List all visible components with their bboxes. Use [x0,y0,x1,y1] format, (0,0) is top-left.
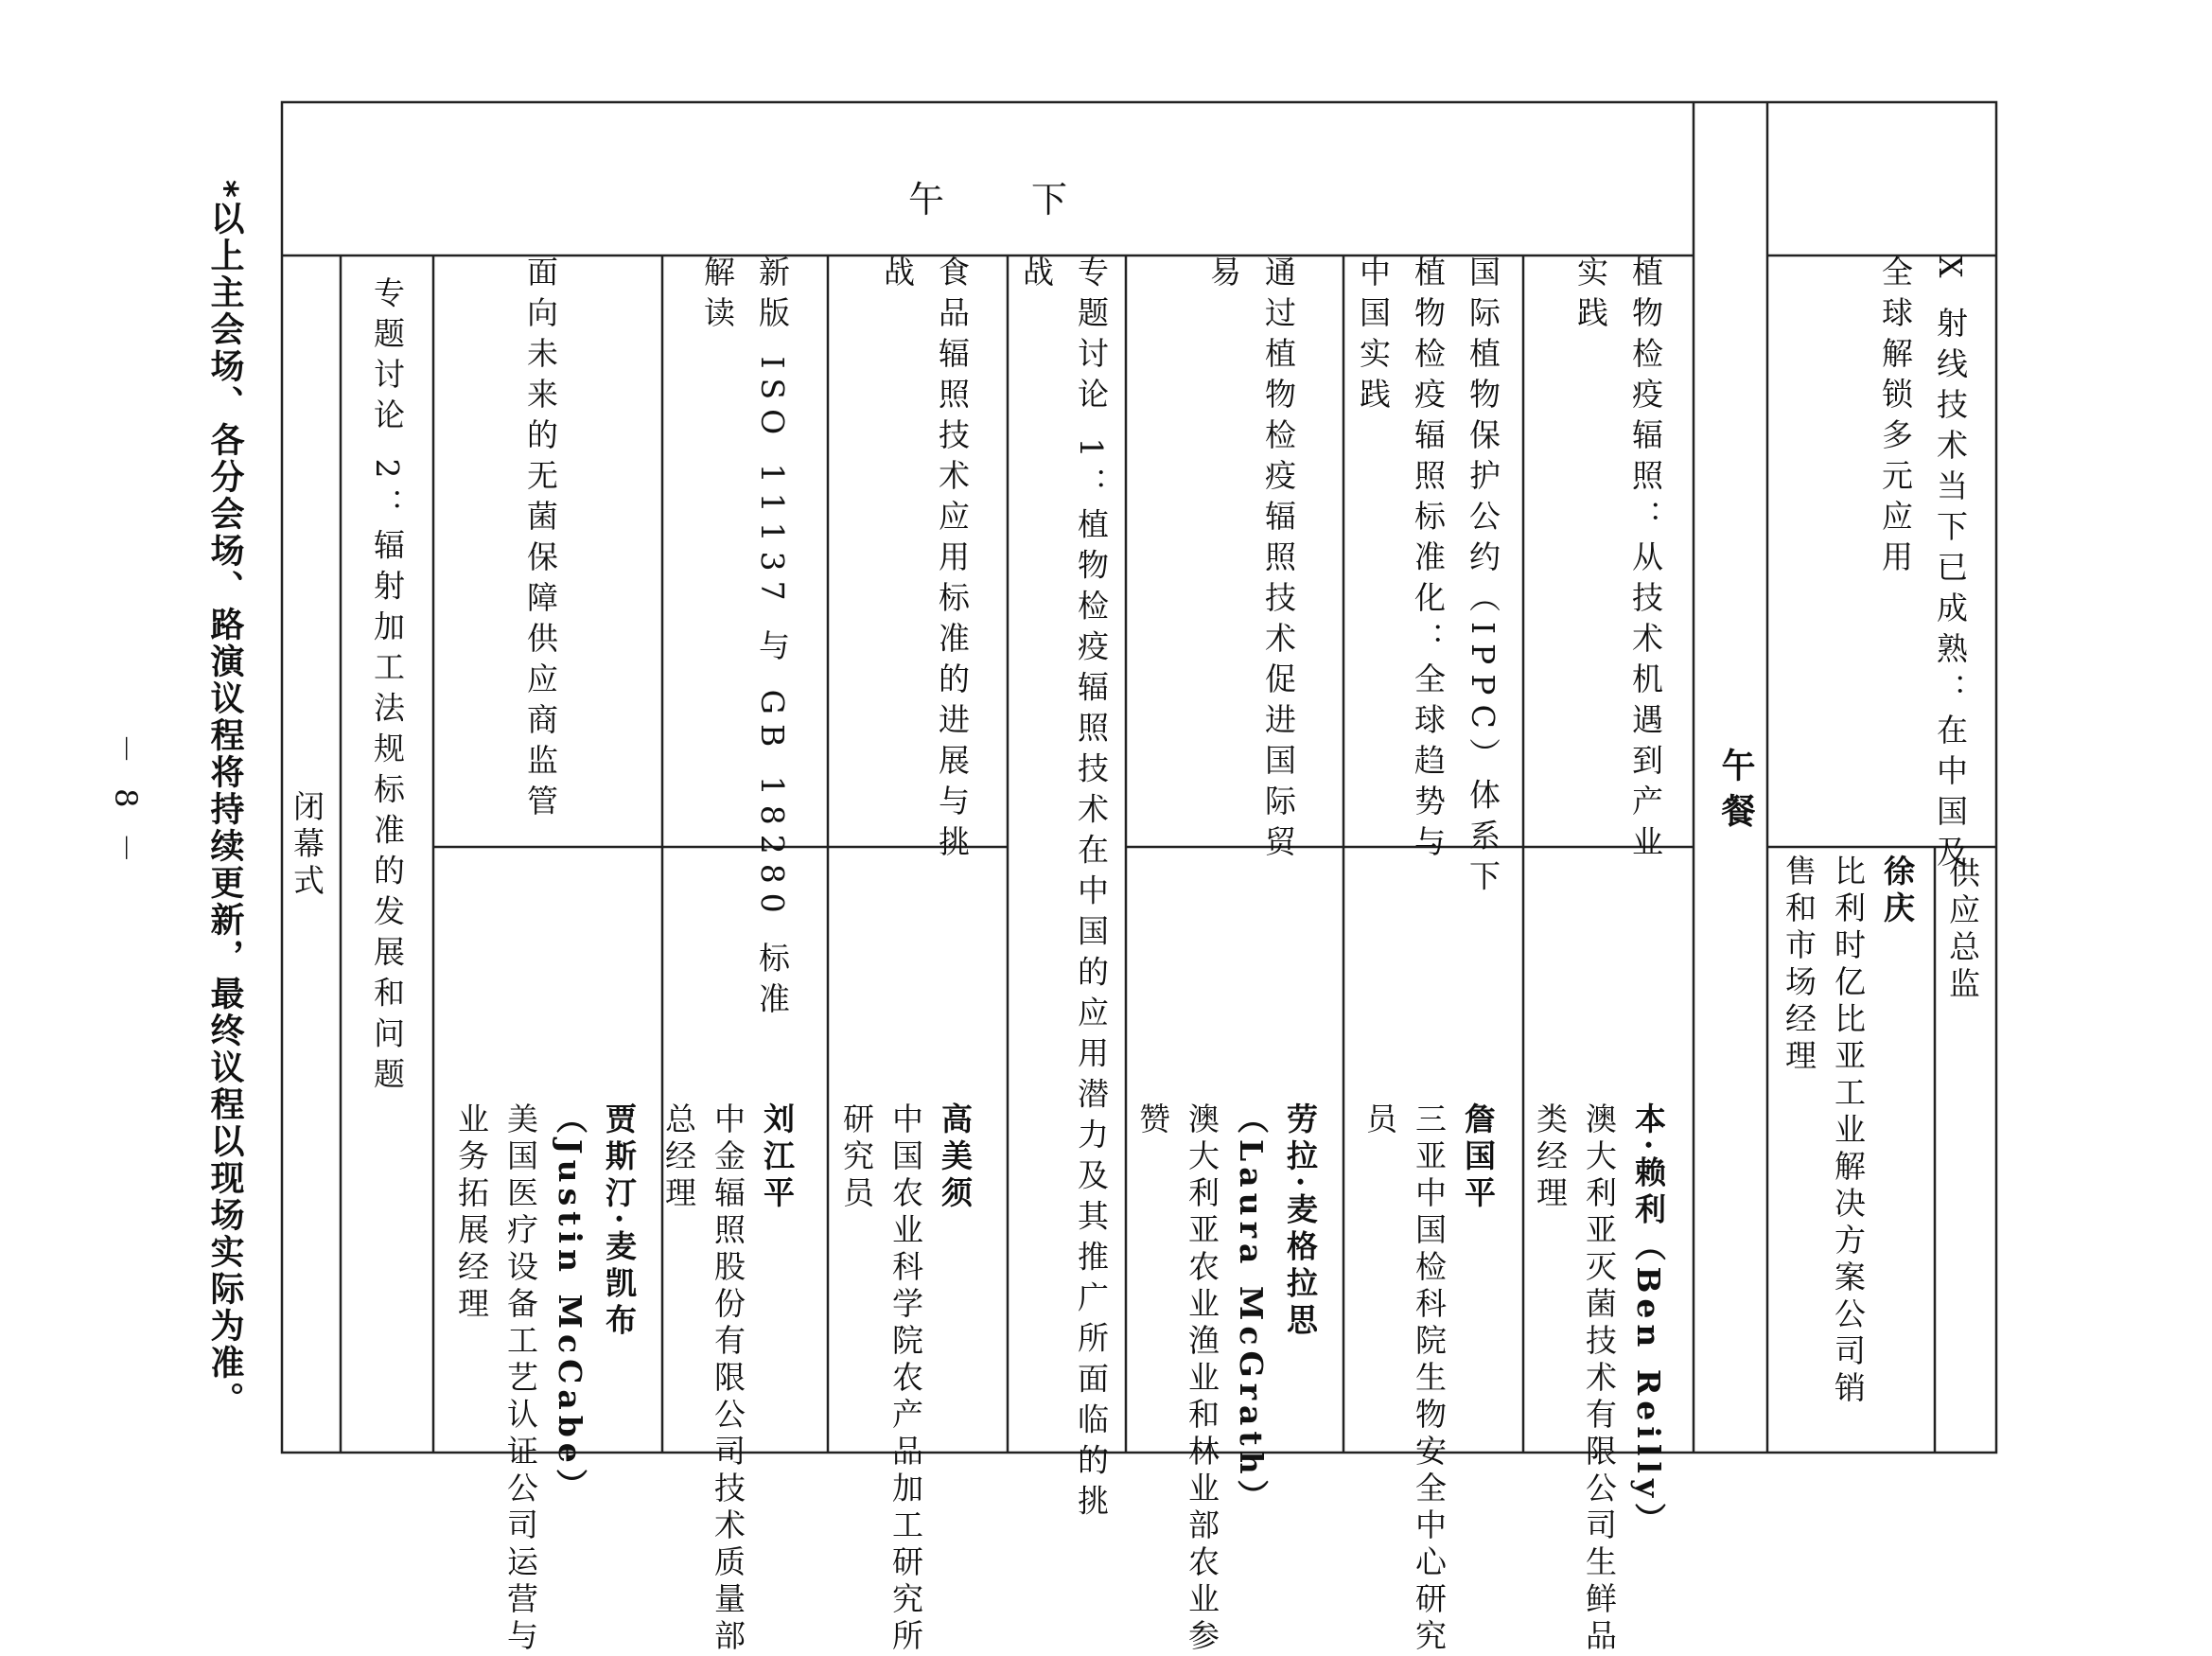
speaker-affiliation: 售和市场经理 [1781,854,1817,1076]
agenda-row-mccabe [433,255,662,1656]
speaker-name: 詹国平 [1460,1102,1497,1213]
topic-line: X 射线技术当下已成熟：在中国及 [1932,255,1969,876]
speaker-block [1525,1102,1673,1656]
topic-line: 新版 ISO 11137 与 GB 18280 标准 [754,255,791,1024]
topic-line: 通过植物检疫辐照技术促进国际贸 [1260,255,1297,866]
speaker-affiliation: 业务拓展经理 [453,1102,490,1324]
speaker-name: 劳拉·麦格拉思 [1282,1102,1319,1341]
page-number: － 8 － [108,733,144,871]
lunch-label: 午餐 [1716,748,1756,838]
agenda-row-panel-2 [341,255,433,1453]
speaker-affiliation: 比利时亿比亚工业解决方案公司销 [1830,854,1867,1408]
topic-line: 全球解锁多元应用 [1877,255,1914,581]
speaker-name: 高美须 [937,1102,974,1213]
speaker-block [1774,854,1922,1408]
topic-line: 战 [1018,255,1055,296]
speaker-affiliation: 三亚中国检科院生物安全中心研究 [1411,1102,1448,1656]
agenda-row-mcgrath [1126,255,1343,1656]
agenda-row-gao [828,255,1008,1656]
agenda-row-zhan [1343,255,1523,1656]
speaker-block [654,1102,801,1656]
topic-reilly [1563,255,1673,1074]
agenda-row-liu [660,255,828,1656]
speaker-affiliation: 澳大利亚农业渔业和林业部农业参 [1184,1102,1220,1656]
topic-line: 食品辐照技术应用标准的进展与挑 [934,255,971,866]
topic-gao [869,255,979,1074]
speaker-name: 贾斯汀·麦凯布 [601,1102,638,1341]
speaker-affiliation: 澳大利亚灭菌技术有限公司生鲜品 [1581,1102,1618,1656]
speaker-block [447,1102,643,1656]
panel-topic: 专题讨论 2：辐射加工法规标准的发展和问题 [369,276,406,1099]
speaker-affiliation: 总经理 [660,1102,697,1213]
speaker-affiliation: 赞 [1134,1102,1171,1139]
agenda-row-reilly [1523,255,1694,1656]
topic-line: 面向未来的无菌保障供应商监管 [522,255,559,825]
speaker-affiliation: 美国医疗设备工艺认证公司运营与 [502,1102,539,1656]
speaker-cell-supply-director [1935,847,1996,1453]
speaker-name: 刘江平 [759,1102,796,1213]
speaker-block [1355,1102,1502,1656]
closing-ceremony: 闭幕式 [289,790,325,901]
topic-line: 实践 [1572,255,1609,337]
speaker-affiliation: 中金辐照股份有限公司技术质量部 [710,1102,746,1656]
footnote: *以上主会场、各分会场、路演议程将持续更新，最终议程以现场实际为准。 [205,180,244,1418]
topic-line: 国际植物保护公约（IPPC）体系下 [1465,255,1501,901]
topic-mcgrath [1196,255,1306,1074]
speaker-affiliation: 研究员 [838,1102,875,1213]
speaker-cell-xu-qing [1767,847,1935,1453]
speaker-block [832,1102,979,1656]
topic-liu [690,255,799,1074]
topic-line: 易 [1205,255,1242,296]
speaker-affiliation: 中国农业科学院农产品加工研究所 [887,1102,924,1656]
speaker-role: 供应总监 [1944,856,1981,1004]
speaker-name-en: （Justin McCabe） [552,1102,588,1506]
speaker-block [1128,1102,1325,1656]
agenda-row-panel-1 [1008,255,1126,1525]
speaker-name-en: （Laura McGrath） [1233,1102,1270,1517]
topic-line: 中国实践 [1355,255,1392,418]
speaker-affiliation: 类经理 [1532,1102,1569,1213]
panel-topic [1009,255,1118,1525]
topic-line: 植物检疫辐照：从技术机遇到产业 [1627,255,1664,866]
topic-line: 战 [879,255,916,296]
agenda-row-closing [282,255,341,1453]
topic-line: 植物检疫辐照标准化：全球趋势与 [1410,255,1447,866]
speaker-affiliation: 员 [1361,1102,1398,1139]
session-label-afternoon [851,142,1079,237]
topic-zhan [1345,255,1510,1074]
speaker-name: 徐庆 [1879,854,1916,928]
speaker-name: 本·赖利（Ben Reilly） [1630,1102,1667,1541]
topic-line: 解读 [699,255,736,337]
session-char: 下 [1031,179,1068,220]
topic-line: 专题讨论 1：植物检疫辐照技术在中国的应用潜力及其推广所面临的挑 [1073,255,1110,1525]
session-char: 午 [908,179,945,220]
topic-mccabe [513,255,568,1074]
